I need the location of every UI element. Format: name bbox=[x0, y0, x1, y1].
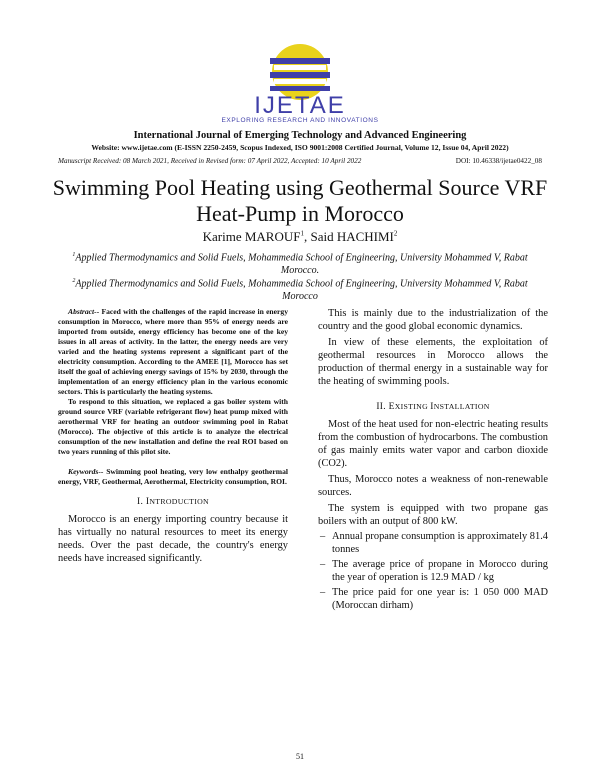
section-heading-existing-installation bbox=[318, 402, 548, 412]
authors: Karime MAROUF$^1$, Said HACHIMI$^2$ bbox=[202, 229, 398, 244]
list-item: – The average price of propane in Morocco during the year of operation is 12.9 MAD / kg bbox=[318, 558, 548, 584]
journal-name: International Journal of Emerging Technology and Advanced Engineering bbox=[133, 130, 467, 141]
section-title-rest: XISTING bbox=[394, 402, 431, 411]
intro-paragraph: Morocco is an energy importing country because it has virtually no natural resources to meet its energy needs. Over the past decade, the country's energy needs have increased significantly. bbox=[58, 514, 288, 564]
abstract-label: Abstract-- bbox=[68, 307, 100, 316]
affiliation-sup: 1 bbox=[72, 252, 76, 258]
section-title-rest: NTRODUCTION bbox=[149, 497, 209, 506]
manuscript-dates: Manuscript Received: 08 March 2021, Received in Revised form: 07 April 2022, Accepted: 10 April 2022 bbox=[58, 157, 362, 165]
left-column bbox=[58, 307, 288, 567]
affiliation-2 bbox=[55, 275, 545, 303]
keywords-text: Swimming pool heating, very low enthalpy geothermal energy, VRF, Geothermal, Aerothermal, Electricity consumption, ROI. bbox=[58, 467, 288, 486]
abstract-text: Faced with the challenges of the rapid increase in energy consumption in Morocco, where more than 95% of energy needs are imported from outside, energy efficiency has become one of the key issues in all areas of activity. In the latter, the energy needs are very varied and the heating systems represent a significant part of the electricity consumption. According to the AMEE [1], Morocco has set itself the goal of achieving energy savings of 15% by 2030, through the implementation of an energy efficiency plan in the various economic sectors. This is particularly the heating systems. bbox=[58, 307, 288, 396]
page-number: 51 bbox=[296, 752, 304, 761]
affiliation-text: Applied Thermodynamics and Solid Fuels, Mohammedia School of Engineering, University Mohammed V, Rabat Morocco bbox=[75, 278, 528, 302]
section-number: II. bbox=[376, 402, 386, 412]
list-item: – The price paid for one year is: 1 050 000 MAD (Moroccan dirham) bbox=[318, 586, 548, 612]
section-title-initial: I bbox=[145, 497, 150, 507]
author-name: Karime MAROUF bbox=[202, 229, 301, 244]
section-title-initial: I bbox=[430, 402, 434, 412]
section-title-rest: NSTALLATION bbox=[433, 402, 490, 411]
body-paragraph: Thus, Morocco notes a weakness of non-renewable sources. bbox=[318, 474, 548, 498]
author-sup: 1 bbox=[300, 229, 304, 238]
abstract-paragraph-2: To respond to this situation, we replaced a gas boiler system with ground source VRF (variable refrigerant flow) heat pump mixed with aerothermal VRF for heating an outdoor swimming pool in Rabat (Morocco). The objective of this article is to analyze the electrical consumption of the new installation and define the real ROI based on two years running of this pilot site. bbox=[58, 397, 288, 456]
section-heading-introduction bbox=[58, 497, 288, 507]
body-paragraph: Most of the heat used for non-electric heating results from the combustion of hydrocarbons. The combustion of gas mainly emits water vapor and carbon dioxide (CO2). bbox=[318, 419, 548, 469]
keywords-paragraph bbox=[58, 467, 288, 487]
section-title-initial: E bbox=[388, 402, 395, 412]
affiliation-1 bbox=[55, 249, 545, 277]
journal-info: Website: www.ijetae.com (E-ISSN 2250-2459, Scopus Indexed, ISO 9001:2008 Certified Journal, Volume 12, Issue 04, April 2022) bbox=[91, 143, 509, 152]
affiliation-text: Applied Thermodynamics and Solid Fuels, Mohammedia School of Engineering, University Mohammed V, Rabat Morocco. bbox=[75, 252, 528, 276]
list-item: – Annual propane consumption is approximately 81.4 tonnes bbox=[318, 530, 548, 556]
author-name: Said HACHIMI bbox=[310, 229, 394, 244]
paper-title: Swimming Pool Heating using Geothermal Source VRF Heat-Pump in Morocco bbox=[52, 175, 548, 226]
body-paragraph: The system is equipped with two propane gas boilers with an output of 800 kW. bbox=[318, 503, 548, 527]
keywords-label: Keywords-- bbox=[68, 467, 104, 476]
author-sup: 2 bbox=[393, 229, 398, 238]
logo-tagline: EXPLORING RESEARCH AND INNOVATIONS bbox=[221, 117, 379, 124]
abstract-paragraph bbox=[58, 307, 288, 397]
right-column bbox=[318, 307, 548, 614]
bullet-list bbox=[318, 530, 548, 612]
doi: DOI: 10.46338/ijetae0422_08 bbox=[455, 157, 542, 165]
affiliation-sup: 2 bbox=[72, 278, 76, 284]
section-number: I. bbox=[137, 497, 144, 507]
body-paragraph: In view of these elements, the exploitation of geothermal resources in Morocco allows the production of thermal energy in a sustainable way for the heating of swimming pools. bbox=[318, 337, 548, 387]
body-paragraph: This is mainly due to the industrialization of the country and the good global economic dynamics. bbox=[318, 308, 548, 332]
logo-wordmark: IJETAE bbox=[254, 92, 346, 119]
